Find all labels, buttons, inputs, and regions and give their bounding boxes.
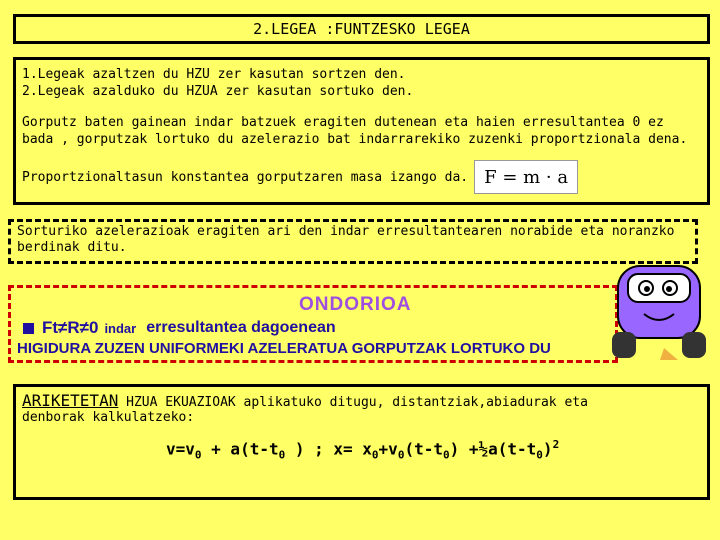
conclusion-line2: HIGIDURA ZUZEN UNIFORMEKI AZELERATUA GORPUTZAK LORTUKO DU (17, 340, 551, 357)
dashed-note-text: Sorturiko azelerazioak eragiten ari den indar erresultantearen norabide eta noranzko berdinak ditu. (17, 224, 675, 255)
para1-text: Gorputz baten gainean indar batzuek eragiten dutenean eta haien erresultantea 0 ez bada , gorputzak lortuko du azelerazio bat indarrarekiko zuzenki proportzionala dena. (22, 115, 688, 147)
conclusion-box (8, 285, 618, 363)
bullet-square-icon (23, 323, 34, 334)
law1-text: 1.Legeak azaltzen du HZU zer kasutan sortzen den. (22, 67, 406, 82)
conclusion-line1 (23, 318, 336, 338)
conclusion-small-text: indar (104, 320, 137, 336)
ariketetan-label: ARIKETETAN (22, 391, 119, 410)
title-box (13, 14, 710, 44)
conclusion-formula: Ft≠R≠0 (42, 318, 99, 337)
para2-text: Proportzionaltasun konstantea gorputzaren masa izango da. (22, 169, 469, 185)
page-title: 2.LEGEA :FUNTZESKO LEGEA (253, 20, 470, 38)
main-box (13, 57, 710, 205)
car-cartoon-icon (604, 248, 714, 368)
law2-text: 2.Legeak azalduko du HZUA zer kasutan sortuko den. (22, 84, 414, 99)
para2-row (22, 160, 701, 194)
final-text2: denborak kalkulatzeko: (22, 410, 195, 425)
kinematics-equation: $v=v_0 + a(t-t_0$ ) ; $x= x_0+v_0(t-t_0)$ $+\frac{1}{2}a(t-t_0)^2$ (166, 438, 560, 462)
dashed-note-box (8, 219, 698, 264)
formula-image (474, 160, 578, 194)
final-text1: HZUA EKUAZIOAK aplikatuko ditugu, distantziak,abiadurak eta (118, 395, 588, 410)
conclusion-heading: ONDORIOA (299, 294, 412, 315)
conclusion-mid-text: erresultantea dagoenean (146, 319, 336, 336)
final-box (13, 384, 710, 500)
formula-text: F = m · a (484, 166, 569, 188)
